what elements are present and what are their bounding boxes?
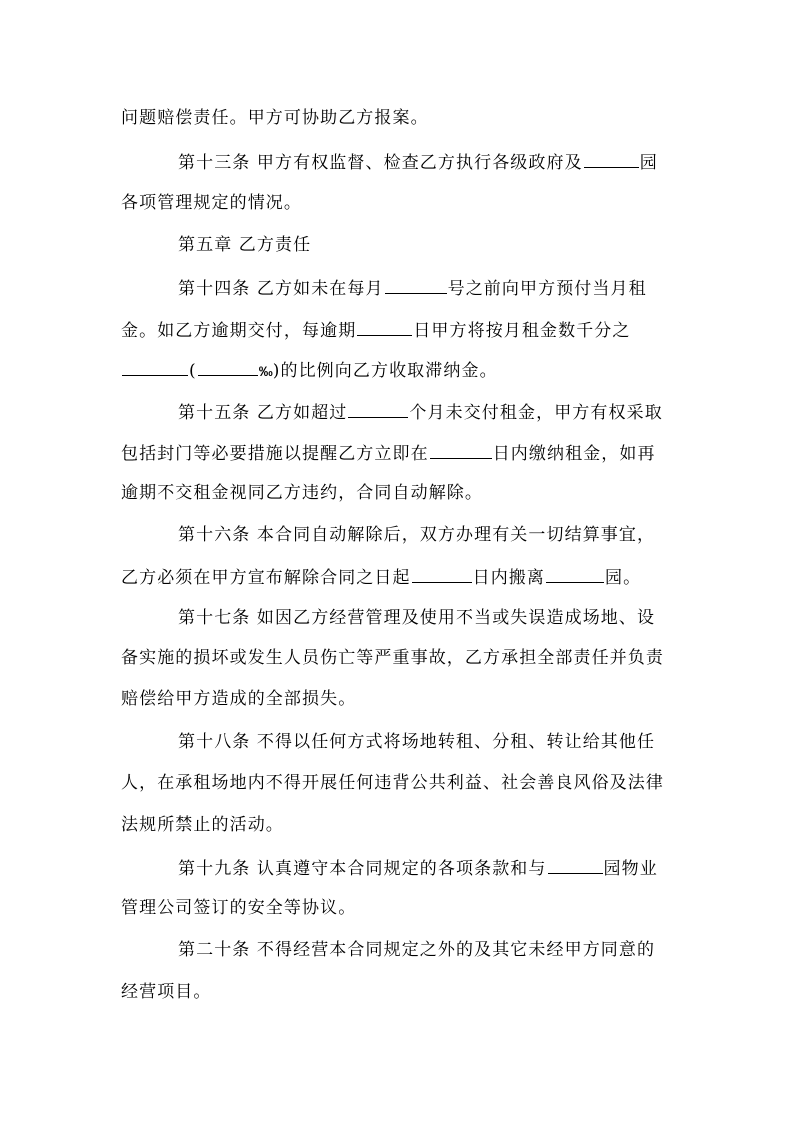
article-20-line <box>178 938 655 962</box>
line-text: 赔偿给甲方造成的全部损失。 <box>121 689 357 709</box>
fill-in-blank[interactable] <box>584 149 639 168</box>
line-text: 日内缴纳租金，如再 <box>492 444 656 464</box>
fill-in-blank[interactable] <box>548 855 603 874</box>
line-text: 第十四条 乙方如未在每月 <box>178 279 384 299</box>
text-line <box>121 440 656 464</box>
line-text: 个月未交付租金，甲方有权采取 <box>409 403 663 423</box>
line-text: 园。 <box>605 568 642 588</box>
text-line <box>121 317 631 341</box>
text-line <box>121 813 284 837</box>
text-line <box>121 564 641 588</box>
text-line <box>121 771 664 795</box>
fill-in-blank[interactable] <box>430 440 492 459</box>
line-text: 经营项目。 <box>121 982 212 1002</box>
line-text: 包括封门等必要措施以提醒乙方立即在 <box>121 444 429 464</box>
text-line <box>121 191 302 215</box>
fill-in-blank[interactable] <box>546 564 604 583</box>
line-text: 第十七条 如因乙方经营管理及使用不当或失误造成场地、设 <box>178 608 656 628</box>
line-text: 法规所禁止的活动。 <box>121 815 284 835</box>
fill-in-blank[interactable] <box>198 357 258 376</box>
text-line <box>121 106 429 130</box>
line-text: 日甲方将按月租金数千分之 <box>413 321 631 341</box>
article-17-line <box>178 606 655 630</box>
fill-in-blank[interactable] <box>122 357 188 376</box>
line-text: 乙方必须在甲方宣布解除合同之日起 <box>121 568 411 588</box>
article-14-line <box>178 275 647 299</box>
line-text: 备实施的损坏或发生人员伤亡等严重事故，乙方承担全部责任并负责 <box>121 648 664 668</box>
text-line <box>121 357 498 381</box>
article-15-line <box>178 399 663 423</box>
chapter-heading <box>178 233 311 257</box>
fill-in-blank[interactable] <box>412 564 472 583</box>
article-18-line <box>178 730 655 754</box>
text-line <box>121 646 664 670</box>
line-text: )的比例向乙方收取滞纳金。 <box>272 361 498 381</box>
line-text: ( <box>189 361 197 381</box>
line-text: 第十五条 乙方如超过 <box>178 403 348 423</box>
permille-symbol: ‰ <box>258 363 273 379</box>
article-13-line <box>178 149 658 173</box>
fill-in-blank[interactable] <box>357 317 412 336</box>
line-text: 逾期不交租金视同乙方违约，合同自动解除。 <box>121 483 483 503</box>
text-line <box>121 980 212 1004</box>
line-text: 第十八条 不得以任何方式将场地转租、分租、转让给其他任 <box>178 732 656 752</box>
article-19-line <box>178 855 658 879</box>
line-text: 问题赔偿责任。甲方可协助乙方报案。 <box>121 108 429 128</box>
text-line <box>121 896 356 920</box>
article-16-line <box>178 523 655 547</box>
line-text: 第十九条 认真遵守本合同规定的各项条款和与 <box>178 859 547 879</box>
line-text: 各项管理规定的情况。 <box>121 193 302 213</box>
text-line <box>121 687 356 711</box>
line-text: 园物业 <box>603 859 658 879</box>
line-text: 日内搬离 <box>472 568 546 588</box>
fill-in-blank[interactable] <box>385 275 447 294</box>
line-text: 第五章 乙方责任 <box>178 235 312 255</box>
fill-in-blank[interactable] <box>348 399 408 418</box>
line-text: 金。如乙方逾期交付，每逾期 <box>121 321 357 341</box>
line-text: 第十三条 甲方有权监督、检查乙方执行各级政府及 <box>178 153 583 173</box>
line-text: 园 <box>639 153 658 173</box>
line-text: 人，在承租场地内不得开展任何违背公共利益、社会善良风俗及法律 <box>121 773 664 793</box>
text-line <box>121 481 483 505</box>
line-text: 第二十条 不得经营本合同规定之外的及其它未经甲方同意的 <box>178 940 656 960</box>
line-text: 管理公司签订的安全等协议。 <box>121 898 357 918</box>
line-text: 号之前向甲方预付当月租 <box>447 279 647 299</box>
line-text: 第十六条 本合同自动解除后，双方办理有关一切结算事宜， <box>178 525 656 545</box>
